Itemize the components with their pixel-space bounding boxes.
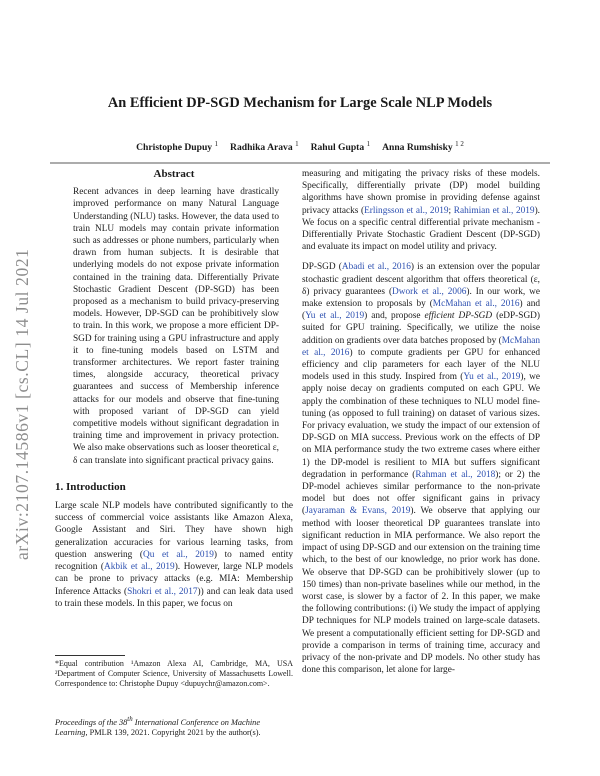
author-entry	[136, 142, 218, 153]
arxiv-identifier-stamp: arXiv:2107.14586v1 [cs.CL] 14 Jul 2021	[12, 248, 32, 560]
introduction-heading: 1. Introduction	[55, 480, 126, 493]
header-rule	[50, 162, 550, 164]
right-column	[302, 168, 540, 676]
citation-link[interactable]: Rahimian et al., 2019	[453, 205, 535, 216]
citation-link[interactable]: Rahman et al., 2018	[415, 469, 496, 480]
author-list	[60, 140, 540, 153]
text-span: DP-SGD (	[302, 262, 342, 273]
paper-title: An Efficient DP-SGD Mechanism for Large Scale NLP Models	[107, 95, 493, 111]
text-span: ) and (	[302, 299, 541, 322]
proceedings-venue: International Conference on Machine Learning	[55, 717, 260, 738]
right-paragraph-2	[302, 261, 540, 676]
citation-link[interactable]: Shokri et al., 2017	[127, 586, 198, 597]
author-affiliation-marker: 1	[366, 140, 371, 148]
text-span: ), we apply noise decay on gradients computed on each GPU. We apply the combination of these techniques to NLU model fine-tuning (as opposed to full training) on dataset of various sizes. For privacy evaluation, we study the impact of our extension of DP-SGD on MIA success. Previous work on the effects of DP on MIA performance study the two extreme cases where either 1) the DP-model is resilient to MIA but suffers significant degradation in performance (	[302, 372, 540, 480]
text-span: ). We observe that applying our method with looser theoretical DP guarantees translate into significant reduction in MIA performance. We also report the impact of using DP-SGD and our extension on the training time which, to the best of our knowledge, no prior work has done. We observe that DP-SGD can be prohibitively slower (up to 150 times) than non-private baselines while our method, in the worst case, is slower by a factor of 2. In this paper, we make the following contributions: (i) We study the impact of applying DP techniques for NLP models trained on large-scale datasets. We present a computationally efficient setting for DP-SGD and provide a comparison in terms of training time, accuracy and privacy of the non-private and DP models. No other study has done this comparison, let alone for large-	[302, 506, 541, 676]
author-name: Christophe Dupuy	[136, 142, 213, 154]
text-span: )) and can leak data used to train these models. In this paper, we focus on	[55, 586, 293, 609]
author-entry	[311, 142, 371, 153]
citation-link[interactable]: Jayaraman & Evans, 2019	[305, 506, 411, 517]
method-name-emphasis: efficient DP-SGD	[424, 311, 493, 322]
citation-link[interactable]: Dwork et al., 2006	[392, 286, 467, 297]
citation-link[interactable]: Akbik et al., 2019	[104, 562, 175, 573]
proceedings-prefix: Proceedings of the 38	[55, 717, 128, 727]
author-entry	[382, 142, 464, 153]
citation-link[interactable]: McMahan et al., 2016	[432, 299, 520, 310]
author-name: Rahul Gupta	[310, 142, 365, 154]
text-span: ) to named entity recognition (	[55, 549, 293, 573]
author-name: Anna Rumshisky	[382, 142, 453, 154]
text-span: ). In our work, we make extension to proposals by (	[302, 286, 540, 310]
proceedings-notice	[55, 715, 293, 739]
citation-link[interactable]: Qu et al., 2019	[143, 549, 214, 560]
author-entry	[230, 142, 299, 153]
introduction-paragraph-1	[55, 500, 293, 610]
abstract-heading: Abstract	[153, 168, 195, 180]
text-span: ); or 2) the DP-model achieves similar performance to the non-private model but does not offer significant gains in privacy (	[302, 469, 541, 517]
author-affiliation-marker: 1	[295, 140, 299, 148]
footnote-rule	[55, 655, 125, 656]
proceedings-ordinal: th	[127, 716, 133, 723]
citation-link[interactable]: Yu et al., 2019	[305, 311, 365, 322]
footnote: *Equal contribution ¹Amazon Alexa AI, Cambridge, MA, USA ²Department of Computer Science, University of Massachusetts Lowell. Correspondence to: Christophe Dupuy <dupuychr@amazon.com>.	[55, 659, 293, 688]
text-span: measuring and mitigating the privacy risks of these models. Specifically, differentially private (DP) model building algorithms have shown promise in providing defense against privacy attacks (	[302, 169, 540, 216]
author-affiliation-marker: 1 2	[455, 140, 464, 148]
author-affiliation-marker: 1	[214, 140, 219, 148]
text-span: ;	[448, 205, 454, 216]
citation-link[interactable]: Yu et al., 2019	[463, 372, 521, 383]
proceedings-tail: , PMLR 139, 2021. Copyright 2021 by the author(s).	[85, 728, 261, 738]
abstract-body: Recent advances in deep learning have drastically improved performance on many Natural Language Understanding (NLU) tasks. However, the data used to train NLU models may contain private information such as addresses or phone numbers, particularly when drawn from human subjects. It is desirable that underlying models do not expose private information contained in the training data. Differentially Private Stochastic Gradient Descent (DP-SGD) has been proposed as a mechanism to build privacy-preserving models. However, DP-SGD can be prohibitively slow to train. In this work, we propose a more efficient DP-SGD for training using a GPU infrastructure and apply it to fine-tuning models based on LSTM and transformer architectures. We report faster training times, alongside accuracy, theoretical privacy guarantees and success of Membership inference attacks for our models and observe that fine-tuning with proposed variant of DP-SGD can yield competitive models without significant degradation in training time and improvement in privacy protection. We also make observations such as looser theoretical ε, δ can translate into significant practical privacy gains.	[73, 187, 279, 466]
citation-link[interactable]: Abadi et al., 2016	[341, 262, 411, 273]
text-span: ). We focus on a specific central differential private mechanism - Differentially Private Stochastic Gradient Descent (DP-SGD) and evaluate its impact on model utility and privacy.	[302, 205, 540, 253]
citation-link[interactable]: McMahan et al., 2016	[302, 335, 540, 358]
text-span: ) and, propose	[364, 311, 425, 322]
text-span: Large scale NLP models have contributed significantly to the success of commercial voice assistants like Amazon Alexa, Google Assistant and Siri. They have shown high generalization accuracies for various learning tasks, from question answering (	[55, 501, 293, 560]
left-column	[55, 168, 293, 610]
author-name: Radhika Arava	[230, 142, 293, 154]
citation-link[interactable]: Erlingsson et al., 2019	[364, 205, 449, 216]
text-span: ). However, large NLP models can be prone to privacy attacks (e.g. MIA: Membership Inference Attacks (	[55, 562, 293, 597]
text-span: ) is an extension over the popular stochastic gradient descent algorithm that offers theoretical (ε, δ) privacy guarantees (	[302, 262, 540, 297]
right-paragraph-1	[302, 168, 540, 253]
text-span: (eDP-SGD) suited for GPU training. Specifically, we utilize the noise addition on gradients over data batches proposed by (	[302, 311, 540, 346]
text-span: ) to compute gradients per GPU for enhanced efficiency and clip parameters for each layer of the NLU models used in this study. Inspired from (	[302, 347, 540, 383]
